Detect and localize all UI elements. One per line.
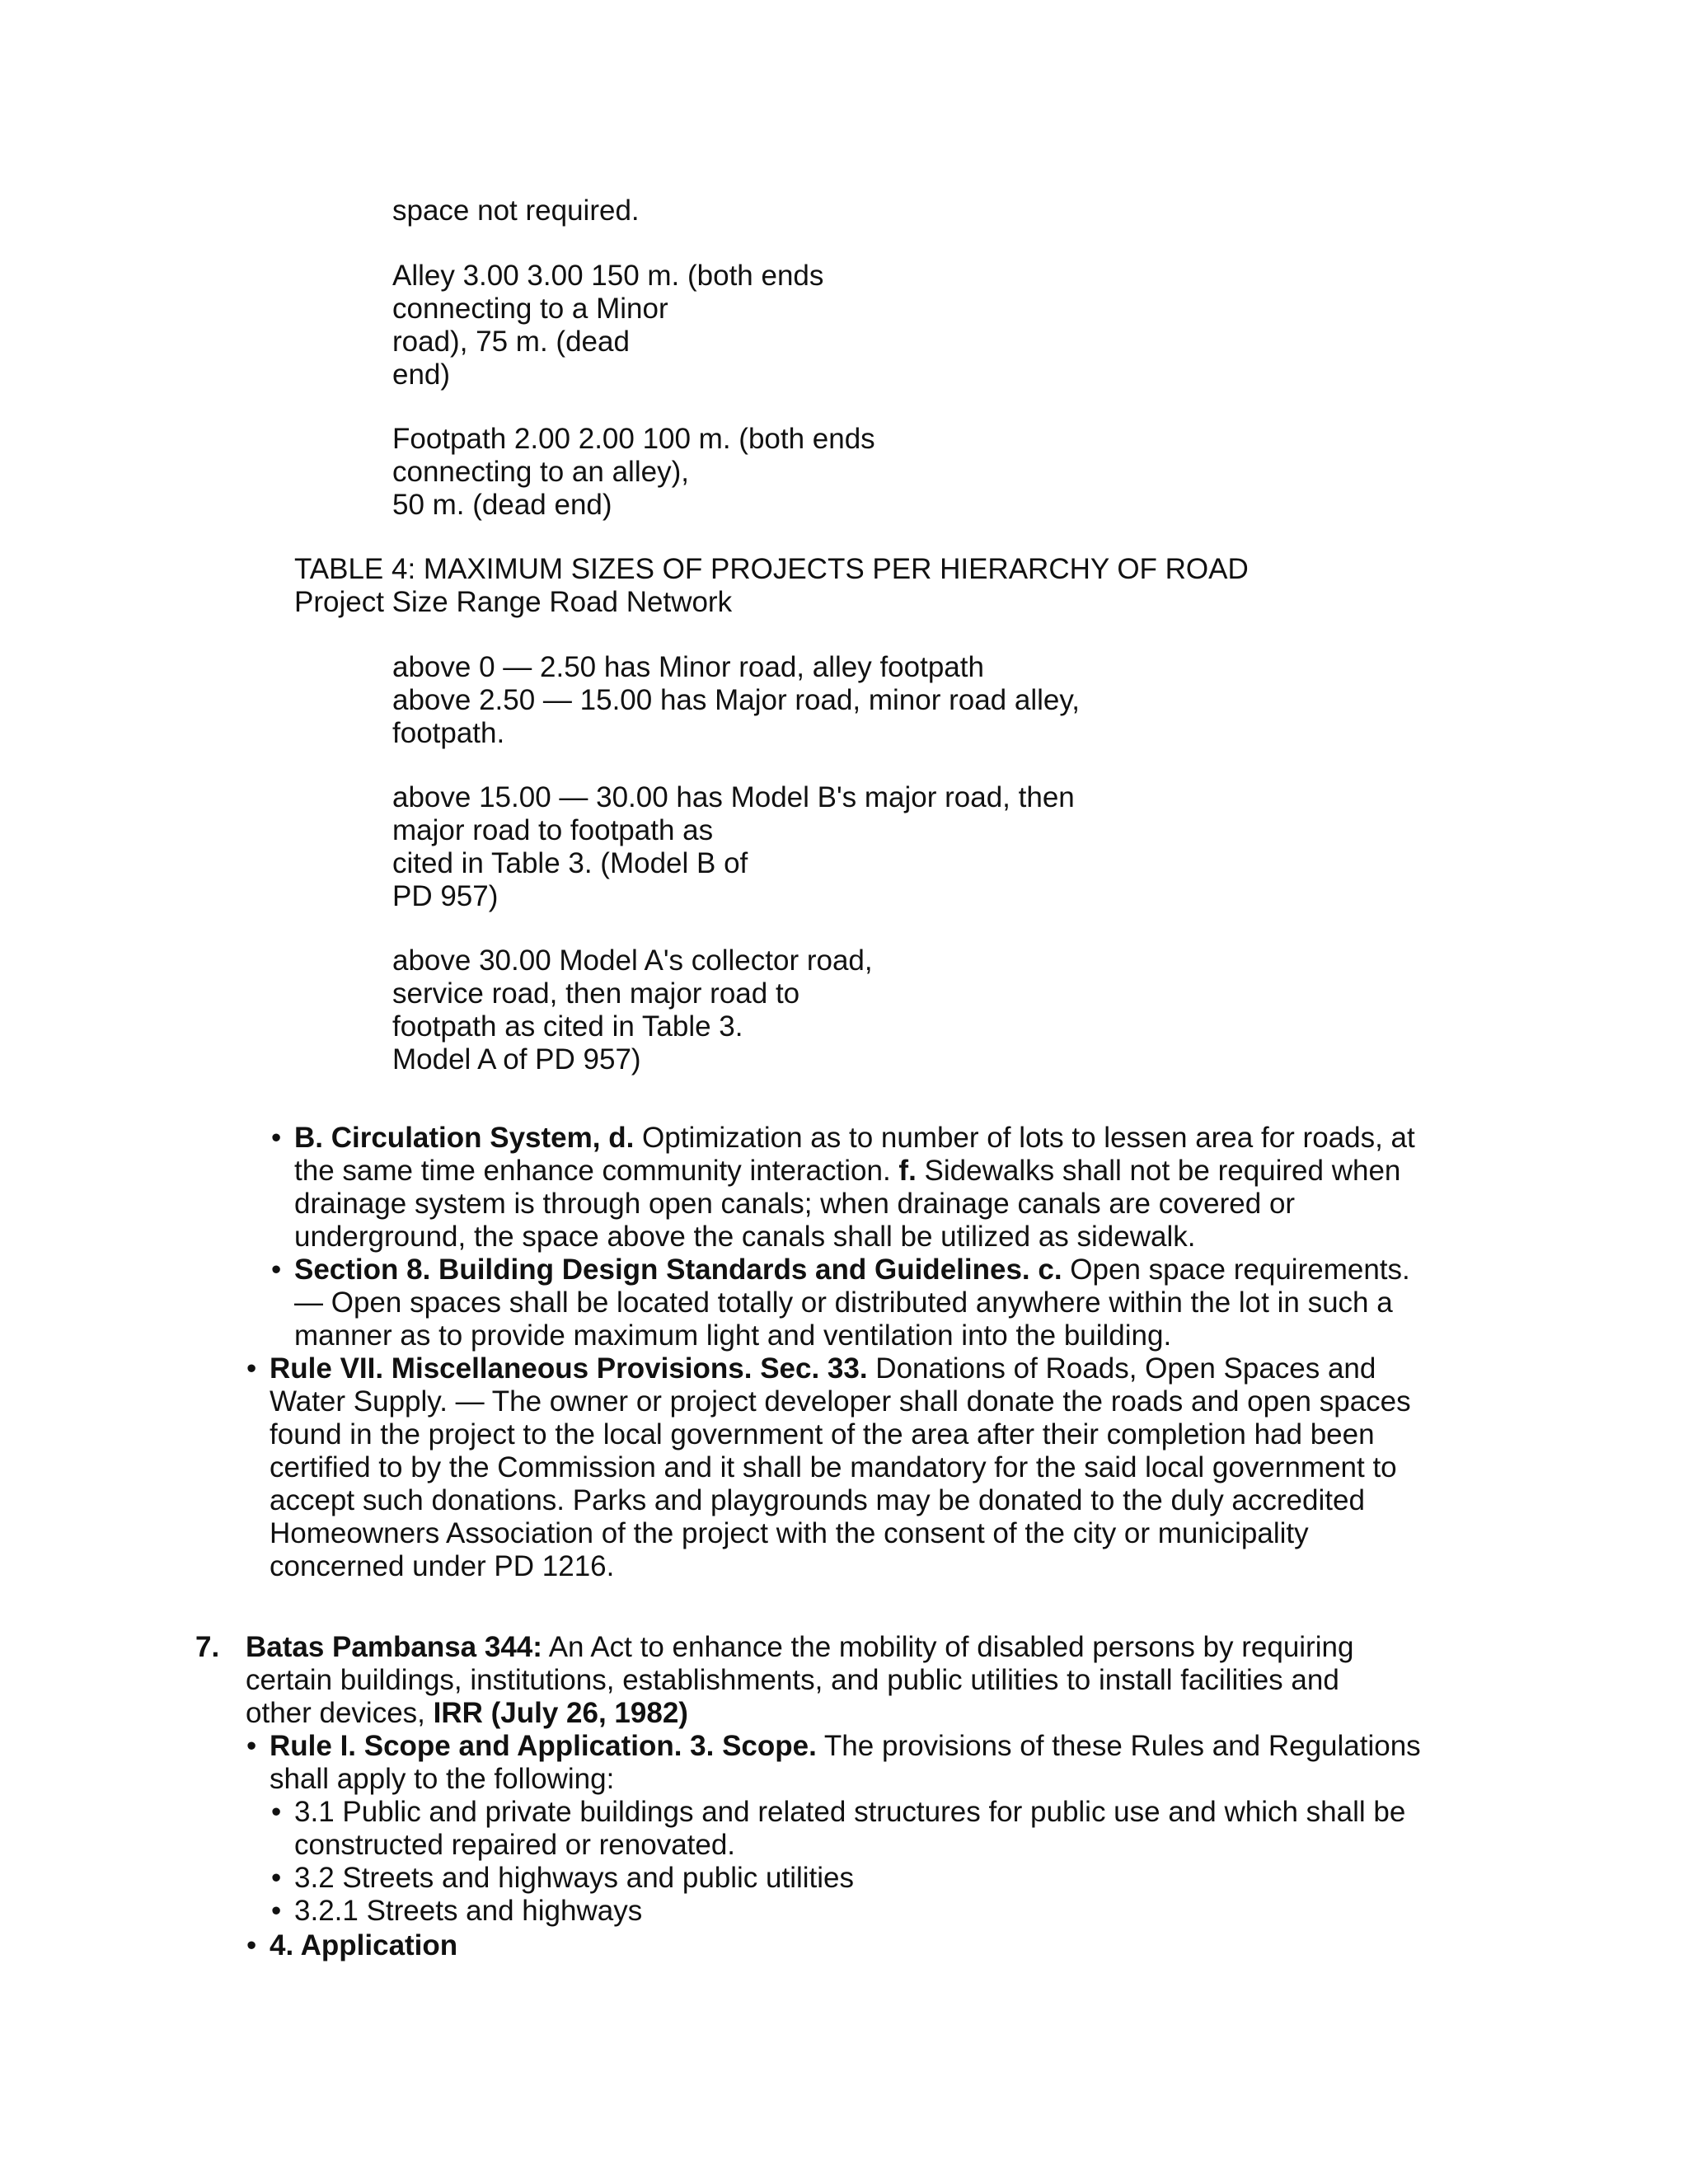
- text-run: other devices,: [246, 1697, 434, 1729]
- table4-header: Project Size Range Road Network: [294, 586, 733, 618]
- text-line: shall apply to the following:: [270, 1763, 615, 1795]
- text-line: road), 75 m. (dead: [392, 326, 630, 358]
- text-line: connecting to an alley),: [392, 456, 689, 488]
- text-line: space not required.: [392, 194, 640, 227]
- text-run: The provisions of these Rules and Regulations: [816, 1730, 1421, 1762]
- bold-heading: Section 8. Building Design Standards and Guidelines. c.: [294, 1254, 1062, 1286]
- text-line: cited in Table 3. (Model B of: [392, 847, 748, 879]
- text-line: Footpath 2.00 2.00 100 m. (both ends: [392, 423, 875, 455]
- list-item-3-1: [294, 1796, 1405, 1862]
- table3-row-alley: [392, 260, 823, 391]
- text-line: [294, 1155, 1415, 1188]
- text-run: Sidewalks shall not be required when: [916, 1155, 1401, 1187]
- text-line: — Open spaces shall be located totally or distributed anywhere within the lot in such a: [294, 1286, 1393, 1319]
- text-line: [294, 1122, 1415, 1155]
- table3-row-continuation: [392, 194, 640, 227]
- text-run: Optimization as to number of lots to lessen area for roads, at: [634, 1122, 1415, 1154]
- text-run: Open space requirements.: [1062, 1254, 1410, 1286]
- bold-heading: Rule VII. Miscellaneous Provisions. Sec. 33.: [270, 1352, 868, 1385]
- text-line: above 2.50 — 15.00 has Major road, minor road alley,: [392, 684, 1080, 716]
- text-line: Model A of PD 957): [392, 1043, 641, 1076]
- text-line: certain buildings, institutions, establishments, and public utilities to install facilities and: [246, 1664, 1339, 1696]
- bold-heading: B. Circulation System, d.: [294, 1122, 635, 1154]
- text-line: major road to footpath as: [392, 814, 714, 846]
- text-line: Homeowners Association of the project with the consent of the city or municipality: [270, 1517, 1309, 1549]
- text-line: [294, 1254, 1410, 1286]
- list-item-rule-i: [270, 1730, 1421, 1796]
- bullet-icon: •: [271, 1862, 282, 1894]
- bullet-icon: •: [246, 1352, 257, 1385]
- text-line: [246, 1697, 1353, 1730]
- table4-heading: [294, 553, 1249, 619]
- text-line: above 0 — 2.50 has Minor road, alley footpath: [392, 651, 984, 683]
- text-line: 3.2 Streets and highways and public utilities: [294, 1862, 855, 1894]
- text-run: Donations of Roads, Open Spaces and: [867, 1352, 1376, 1385]
- text-line: end): [392, 359, 451, 391]
- bold-heading: Batas Pambansa 344:: [246, 1631, 542, 1663]
- list-number: 7.: [195, 1631, 220, 1663]
- text-line: concerned under PD 1216.: [270, 1550, 615, 1582]
- text-line: PD 957): [392, 880, 499, 912]
- text-line: footpath.: [392, 717, 505, 749]
- text-run: the same time enhance community interaction.: [294, 1155, 899, 1187]
- bullet-icon: •: [271, 1122, 282, 1154]
- text-line: underground, the space above the canals shall be utilized as sidewalk.: [294, 1221, 1196, 1253]
- text-line: Alley 3.00 3.00 150 m. (both ends: [392, 260, 824, 292]
- text-line: 50 m. (dead end): [392, 489, 612, 521]
- text-line: drainage system is through open canals; when drainage canals are covered or: [294, 1188, 1296, 1220]
- table4-row-3: [392, 944, 873, 1076]
- text-line: [270, 1730, 1421, 1763]
- text-line: accept such donations. Parks and playgrounds may be donated to the duly accredited: [270, 1484, 1365, 1516]
- bullet-icon: •: [271, 1254, 282, 1286]
- text-line: found in the project to the local government of the area after their completion had been: [270, 1418, 1375, 1451]
- text-line: footpath as cited in Table 3.: [392, 1010, 743, 1043]
- table4-row-2: [392, 781, 1075, 913]
- bold-label: IRR (July 26, 1982): [433, 1697, 688, 1729]
- bullet-icon: •: [246, 1730, 257, 1762]
- text-line: 3.1 Public and private buildings and related structures for public use and which shall be: [294, 1796, 1406, 1828]
- text-line: above 15.00 — 30.00 has Model B's major road, then: [392, 781, 1075, 813]
- text-line: service road, then major road to: [392, 977, 800, 1010]
- text-run: An Act to enhance the mobility of disabled persons by requiring: [542, 1631, 1354, 1663]
- text-line: Water Supply. — The owner or project developer shall donate the roads and open spaces: [270, 1385, 1411, 1418]
- list-item-3-2: [294, 1862, 854, 1895]
- bullet-icon: •: [271, 1895, 282, 1927]
- text-line: constructed repaired or renovated.: [294, 1829, 736, 1861]
- text-line: certified to by the Commission and it shall be mandatory for the said local government to: [270, 1451, 1397, 1483]
- bullet-icon: •: [271, 1796, 282, 1828]
- list-item-section-8: [294, 1254, 1410, 1352]
- list-item-rule-vii: [270, 1352, 1411, 1583]
- list-item-batas-pambansa-344: [246, 1631, 1353, 1730]
- text-line: [246, 1631, 1353, 1664]
- table3-row-footpath: [392, 423, 875, 522]
- table4-row-1: [392, 651, 1080, 750]
- text-line: 4. Application: [270, 1929, 458, 1961]
- bullet-icon: •: [246, 1929, 257, 1961]
- text-line: connecting to a Minor: [392, 293, 668, 325]
- table4-title: TABLE 4: MAXIMUM SIZES OF PROJECTS PER HIERARCHY OF ROAD: [294, 553, 1249, 585]
- text-line: above 30.00 Model A's collector road,: [392, 944, 873, 977]
- list-item-circulation-system: [294, 1122, 1415, 1254]
- bold-label: f.: [898, 1155, 917, 1187]
- list-item-application: [270, 1929, 457, 1962]
- text-line: 3.2.1 Streets and highways: [294, 1895, 643, 1927]
- text-line: [270, 1352, 1411, 1385]
- list-item-3-2-1: [294, 1895, 642, 1928]
- text-line: manner as to provide maximum light and ventilation into the building.: [294, 1319, 1172, 1352]
- bold-heading: Rule I. Scope and Application. 3. Scope.: [270, 1730, 817, 1762]
